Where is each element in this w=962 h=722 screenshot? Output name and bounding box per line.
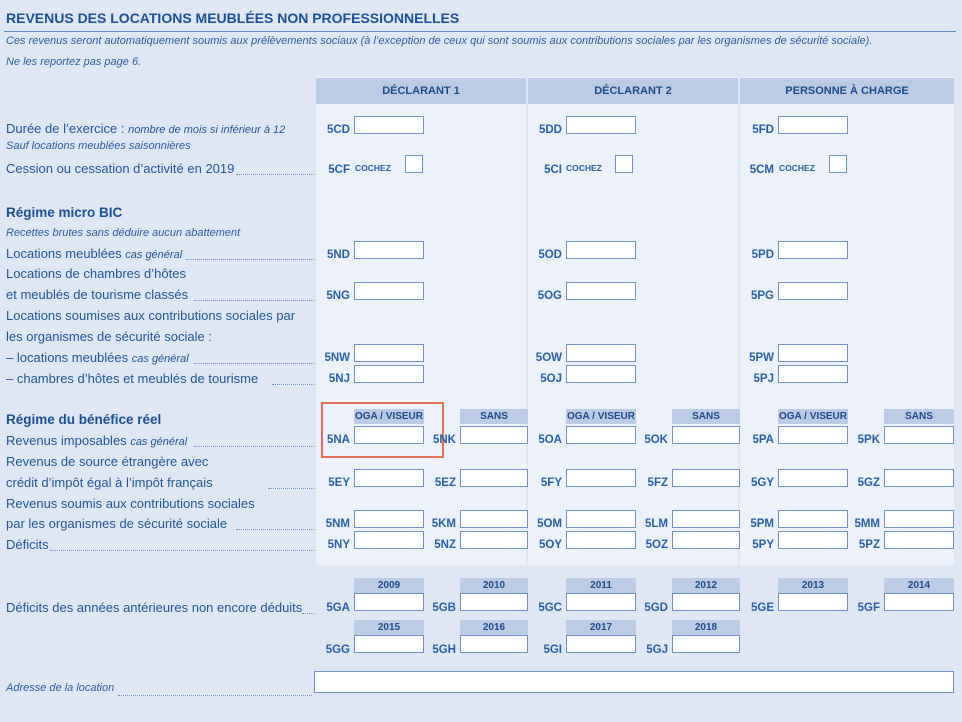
code-5CF: 5CF	[328, 164, 350, 176]
leader-dots	[194, 299, 314, 301]
checkbox-5CF[interactable]	[405, 155, 423, 173]
code-5GJ: 5GJ	[646, 644, 668, 656]
micro-bic-sub: Recettes brutes sans déduire aucun abattement	[6, 227, 241, 239]
column-declarant-2	[528, 77, 738, 565]
row-label: crédit d’impôt égal à l’impôt français	[6, 475, 213, 490]
code-5LM: 5LM	[645, 518, 668, 530]
tag-sans: SANS	[884, 409, 954, 424]
duree-label: Durée de l’exercice : nombre de mois si inférieur à 12	[6, 121, 286, 136]
input-5PZ[interactable]	[884, 531, 954, 549]
code-5GD: 5GD	[644, 602, 668, 614]
code-5GB: 5GB	[432, 602, 456, 614]
code-5KM: 5KM	[431, 518, 456, 530]
year-2010: 2010	[460, 578, 528, 593]
input-5DD[interactable]	[566, 116, 636, 134]
input-5NK[interactable]	[460, 426, 528, 444]
input-5NM[interactable]	[354, 510, 424, 528]
input-5EZ[interactable]	[460, 469, 528, 487]
code-5PA: 5PA	[752, 434, 774, 446]
code-5GC: 5GC	[538, 602, 562, 614]
code-5ND: 5ND	[326, 249, 350, 261]
tag-sans: SANS	[460, 409, 528, 424]
code-5NW: 5NW	[324, 352, 350, 364]
input-5GC[interactable]	[566, 593, 636, 611]
section-title: REVENUS DES LOCATIONS MEUBLÉES NON PROFESSIONNELLES	[6, 10, 460, 26]
code-5PW: 5PW	[749, 352, 774, 364]
code-5OG: 5OG	[537, 290, 562, 302]
input-5PG[interactable]	[778, 282, 848, 300]
row-label: – locations meublées cas général	[6, 350, 189, 365]
year-2014: 2014	[884, 578, 954, 593]
input-5NW[interactable]	[354, 344, 424, 362]
row-label: et meublés de tourisme classés	[6, 287, 189, 302]
leader-dots	[194, 445, 314, 447]
tag-sans: SANS	[672, 409, 740, 424]
row-label: Locations de chambres d’hôtes	[6, 266, 186, 281]
code-5EZ: 5EZ	[434, 477, 456, 489]
code-5PY: 5PY	[752, 539, 774, 551]
input-5OM[interactable]	[566, 510, 636, 528]
input-5PK[interactable]	[884, 426, 954, 444]
code-5FZ: 5FZ	[647, 477, 668, 489]
code-5GE: 5GE	[750, 602, 774, 614]
micro-bic-title: Régime micro BIC	[6, 205, 123, 220]
code-5GZ: 5GZ	[857, 477, 880, 489]
year-2015: 2015	[354, 620, 424, 635]
input-5ND[interactable]	[354, 241, 424, 259]
leader-dots	[302, 612, 314, 614]
intro-note-2: Ne les reportez pas page 6.	[6, 56, 142, 68]
row-label: Revenus imposables cas général	[6, 433, 188, 448]
input-5GH[interactable]	[460, 635, 528, 653]
code-5PD: 5PD	[751, 249, 774, 261]
code-5NK: 5NK	[432, 434, 456, 446]
intro-note: Ces revenus seront automatiquement soumis aux prélèvements sociaux (à l’exception de ceux qui sont soumis aux contributions sociales par les organismes de sécurité sociale).	[6, 35, 873, 47]
input-5GB[interactable]	[460, 593, 528, 611]
code-5NJ: 5NJ	[328, 373, 350, 385]
input-5GZ[interactable]	[884, 469, 954, 487]
leader-dots	[236, 528, 314, 530]
code-5DD: 5DD	[538, 124, 562, 136]
input-5PA[interactable]	[778, 426, 848, 444]
leader-dots	[268, 487, 314, 489]
input-5PJ[interactable]	[778, 365, 848, 383]
input-5OK[interactable]	[672, 426, 740, 444]
column-declarant-1	[316, 77, 526, 565]
leader-dots	[236, 173, 314, 175]
code-5CI: 5CI	[544, 164, 562, 176]
input-5OG[interactable]	[566, 282, 636, 300]
code-5GA: 5GA	[326, 602, 350, 614]
input-5LM[interactable]	[672, 510, 740, 528]
year-2018: 2018	[672, 620, 740, 635]
cochez-label: COCHEZ	[779, 163, 815, 173]
input-5GE[interactable]	[778, 593, 848, 611]
tag-oga-viseur: OGA / VISEUR	[779, 411, 847, 422]
tag-oga-viseur: OGA / VISEUR	[567, 411, 635, 422]
code-5GY: 5GY	[750, 477, 774, 489]
input-5NY[interactable]	[354, 531, 424, 549]
row-label: par les organismes de sécurité sociale	[6, 516, 228, 531]
column-header-personne-a-charge: PERSONNE À CHARGE	[740, 78, 954, 104]
input-5OZ[interactable]	[672, 531, 740, 549]
year-2016: 2016	[460, 620, 528, 635]
column-header-declarant-1: DÉCLARANT 1	[316, 78, 526, 104]
input-5OW[interactable]	[566, 344, 636, 362]
input-5FY[interactable]	[566, 469, 636, 487]
input-5NG[interactable]	[354, 282, 424, 300]
code-5NA: 5NA	[326, 434, 350, 446]
input-5PD[interactable]	[778, 241, 848, 259]
input-5GJ[interactable]	[672, 635, 740, 653]
input-5NA[interactable]	[354, 426, 424, 444]
title-underline	[4, 31, 956, 32]
adresse-input[interactable]	[314, 671, 954, 693]
input-5FD[interactable]	[778, 116, 848, 134]
input-5GY[interactable]	[778, 469, 848, 487]
input-5PM[interactable]	[778, 510, 848, 528]
row-label: Locations meublées cas général	[6, 246, 183, 261]
leader-dots	[194, 362, 314, 364]
input-5CD[interactable]	[354, 116, 424, 134]
code-5GI: 5GI	[543, 644, 562, 656]
row-label: Déficits	[6, 537, 49, 552]
code-5NY: 5NY	[327, 539, 350, 551]
input-5GI[interactable]	[566, 635, 636, 653]
reel-title: Régime du bénéfice réel	[6, 412, 162, 427]
code-5OJ: 5OJ	[540, 373, 562, 385]
cochez-label: COCHEZ	[566, 163, 602, 173]
checkbox-5CI[interactable]	[615, 155, 633, 173]
code-5PJ: 5PJ	[753, 373, 774, 385]
code-5NZ: 5NZ	[434, 539, 456, 551]
code-5PM: 5PM	[750, 518, 774, 530]
code-5GF: 5GF	[857, 602, 880, 614]
duree-sub: Sauf locations meublées saisonnières	[6, 140, 191, 152]
code-5FY: 5FY	[540, 477, 562, 489]
leader-dots	[272, 383, 314, 385]
input-5PY[interactable]	[778, 531, 848, 549]
input-5GD[interactable]	[672, 593, 740, 611]
code-5FD: 5FD	[752, 124, 774, 136]
tag-oga-viseur: OGA / VISEUR	[355, 411, 423, 422]
column-header-declarant-2: DÉCLARANT 2	[528, 78, 738, 104]
cession-label: Cession ou cessation d’activité en 2019	[6, 161, 235, 176]
input-5GF[interactable]	[884, 593, 954, 611]
code-5OW: 5OW	[535, 352, 562, 364]
input-5OJ[interactable]	[566, 365, 636, 383]
year-2009: 2009	[354, 578, 424, 593]
code-5OD: 5OD	[538, 249, 562, 261]
input-5OA[interactable]	[566, 426, 636, 444]
code-5CD: 5CD	[326, 124, 350, 136]
code-5PK: 5PK	[857, 434, 880, 446]
input-5EY[interactable]	[354, 469, 424, 487]
code-5MM: 5MM	[854, 518, 880, 530]
code-5OZ: 5OZ	[645, 539, 668, 551]
input-5PW[interactable]	[778, 344, 848, 362]
code-5OA: 5OA	[538, 434, 562, 446]
input-5OY[interactable]	[566, 531, 636, 549]
year-2013: 2013	[778, 578, 848, 593]
input-5KM[interactable]	[460, 510, 528, 528]
code-5NG: 5NG	[326, 290, 350, 302]
input-5FZ[interactable]	[672, 469, 740, 487]
row-label: Revenus de source étrangère avec	[6, 454, 209, 469]
input-5NZ[interactable]	[460, 531, 528, 549]
column-personne-a-charge	[740, 77, 954, 565]
code-5OM: 5OM	[537, 518, 562, 530]
input-5NJ[interactable]	[354, 365, 424, 383]
code-5PG: 5PG	[750, 290, 774, 302]
leader-dots	[118, 694, 312, 696]
cochez-label: COCHEZ	[355, 163, 391, 173]
code-5OY: 5OY	[538, 539, 562, 551]
code-5GG: 5GG	[325, 644, 350, 656]
input-5MM[interactable]	[884, 510, 954, 528]
deficits-label: Déficits des années antérieures non encore déduits	[6, 600, 303, 615]
leader-dots	[186, 258, 314, 260]
input-5OD[interactable]	[566, 241, 636, 259]
checkbox-5CM[interactable]	[829, 155, 847, 173]
leader-dots	[50, 549, 314, 551]
row-label: – chambres d’hôtes et meublés de tourisme	[6, 371, 259, 386]
code-5PZ: 5PZ	[858, 539, 880, 551]
code-5EY: 5EY	[328, 477, 350, 489]
code-5GH: 5GH	[432, 644, 456, 656]
code-5CM: 5CM	[749, 164, 774, 176]
year-2017: 2017	[566, 620, 636, 635]
year-2011: 2011	[566, 578, 636, 593]
code-5OK: 5OK	[644, 434, 668, 446]
year-2012: 2012	[672, 578, 740, 593]
row-label: les organismes de sécurité sociale :	[6, 329, 212, 344]
row-label: Locations soumises aux contributions sociales par	[6, 308, 296, 323]
row-label: Revenus soumis aux contributions sociales	[6, 496, 255, 511]
adresse-label: Adresse de la location	[6, 682, 115, 694]
input-5GG[interactable]	[354, 635, 424, 653]
code-5NM: 5NM	[325, 518, 350, 530]
input-5GA[interactable]	[354, 593, 424, 611]
